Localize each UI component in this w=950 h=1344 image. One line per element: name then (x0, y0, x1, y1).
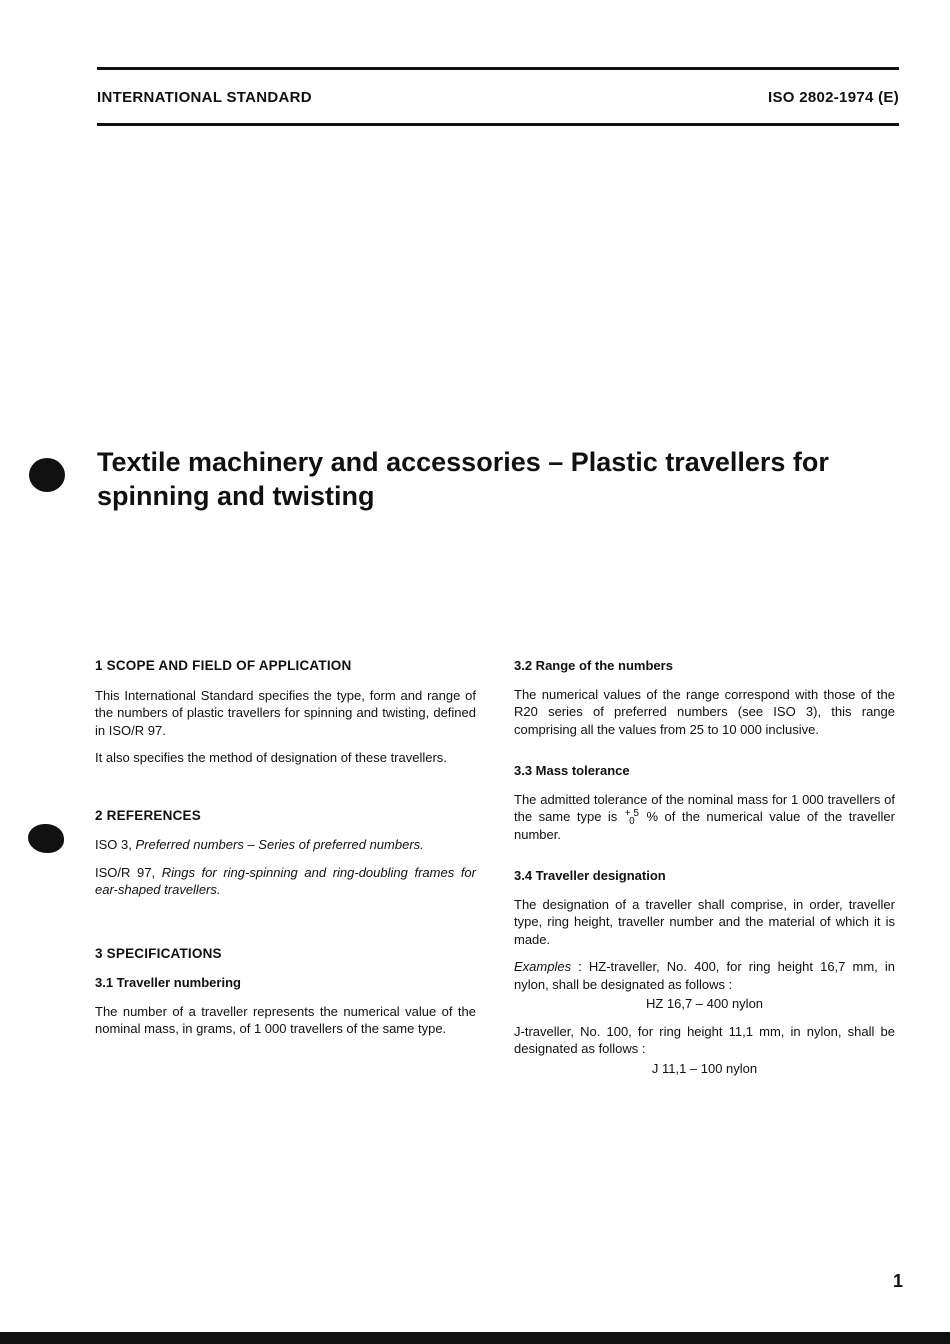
header-top-rule (97, 67, 899, 70)
punch-hole-mark (29, 458, 65, 492)
example-2-text: J-traveller, No. 100, for ring height 11,1 mm, in nylon, shall be designated as follows : (514, 1023, 895, 1057)
reference-iso-r-97: ISO/R 97, Rings for ring-spinning and ring-doubling frames for ear-shaped travellers. (95, 864, 476, 897)
punch-hole-mark (28, 824, 64, 853)
example-1-text: Examples : HZ-traveller, No. 400, for ring height 16,7 mm, in nylon, shall be designated as follows : (514, 959, 895, 992)
section-3-2-heading: 3.2 Range of the numbers (514, 658, 673, 673)
reference-iso-3: ISO 3, Preferred numbers – Series of preferred numbers. (95, 837, 424, 852)
section-1-heading: 1 SCOPE AND FIELD OF APPLICATION (95, 658, 352, 673)
section-3-3-text: The admitted tolerance of the nominal mass for 1 000 travellers of the same type is + 5 0 % of the numerical value of the traveller number. (514, 791, 895, 842)
standard-number: ISO 2802-1974 (E) (767, 89, 899, 106)
section-3-1-heading: 3.1 Traveller numbering (95, 975, 241, 990)
document-type-label: INTERNATIONAL STANDARD (97, 89, 312, 106)
section-2-heading: 2 REFERENCES (95, 807, 201, 823)
tolerance-fraction: + 5 0 (624, 807, 639, 827)
section-1-paragraph-1: This International Standard specifies the type, form and range of the numbers of plastic travellers for spinning and twisting, defined in ISO/R 97. (95, 687, 476, 738)
page-number: 1 (892, 1271, 903, 1291)
section-3-1-text: The number of a traveller represents the numerical value of the nominal mass, in grams, of 1 000 travellers of the same type. (95, 1003, 476, 1036)
header-bottom-rule (97, 123, 899, 126)
right-column (514, 657, 895, 1087)
document-title: Textile machinery and accessories – Plastic travellers for spinning and twisting (97, 447, 829, 511)
section-3-heading: 3 SPECIFICATIONS (95, 945, 222, 961)
scan-bottom-edge (0, 1332, 950, 1344)
left-column (95, 657, 476, 1048)
section-1-paragraph-2: It also specifies the method of designation of these travellers. (95, 750, 447, 765)
section-3-4-heading: 3.4 Traveller designation (514, 868, 666, 884)
section-3-4-text: The designation of a traveller shall comprise, in order, traveller type, ring height, traveller number and the material of which it is made. (514, 896, 895, 947)
section-3-3-heading: 3.3 Mass tolerance (514, 763, 630, 778)
section-3-2-text: The numerical values of the range correspond with those of the R20 series of preferred numbers (see ISO 3), this range comprising all the values from 25 to 10 000 inclusive. (514, 686, 895, 737)
example-1-designation: HZ 16,7 – 400 nylon (645, 996, 764, 1012)
example-2-designation: J 11,1 – 100 nylon (651, 1060, 758, 1076)
